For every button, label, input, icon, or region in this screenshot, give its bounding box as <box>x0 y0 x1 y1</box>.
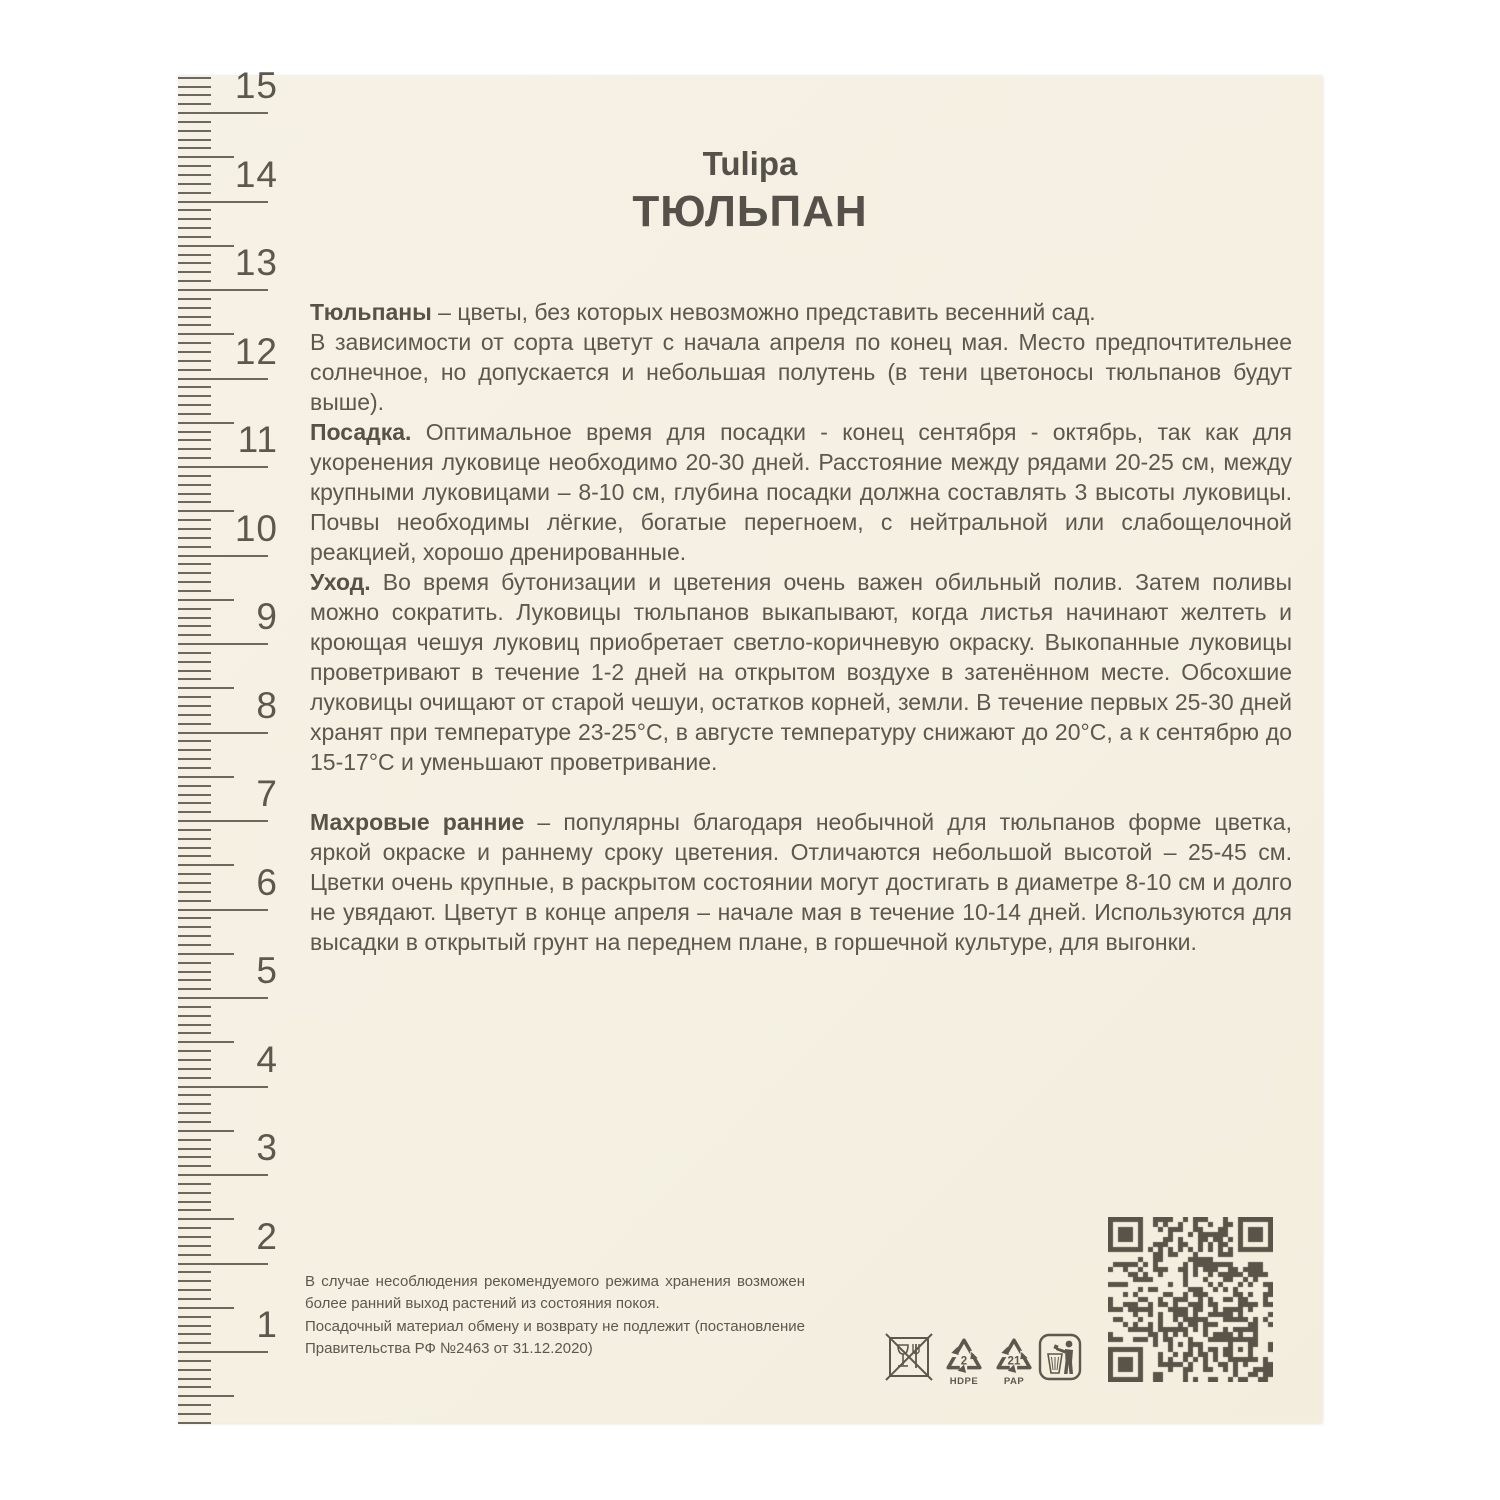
ruler-cm-line <box>178 378 268 380</box>
ruler-number-13: 13 <box>234 242 278 283</box>
storage-notice: В случае несоблюдения рекомендуемого режима хранения возможен более ранний выход растений из состояния покоя. <box>305 1273 805 1313</box>
ruler-tick <box>178 121 211 123</box>
ruler-cm-line <box>178 555 268 557</box>
ruler-tick <box>178 749 211 751</box>
ruler-cm-line <box>178 1263 268 1265</box>
ruler-cm-line <box>178 466 268 468</box>
tidyman-icon <box>1038 1333 1082 1381</box>
ruler-tick <box>178 1369 211 1371</box>
ruler-tick <box>178 829 211 831</box>
pap-recycling-icon <box>992 1335 1036 1375</box>
ruler-number-10: 10 <box>234 507 278 549</box>
hdpe-recycling-icon <box>942 1335 986 1375</box>
ruler-tick <box>178 501 211 503</box>
ruler-tick <box>178 386 211 388</box>
planting-lead: Посадка. <box>310 419 412 445</box>
ruler-number-12: 12 <box>234 330 278 372</box>
ruler-tick <box>178 917 211 919</box>
intro-line: Тюльпаны – цветы, без которых невозможно представить весенний сад. <box>310 299 1096 325</box>
ruler-cm-line <box>178 289 268 291</box>
ruler-tick <box>178 572 211 574</box>
hdpe-label: HDPE <box>949 1376 979 1387</box>
ruler-tick <box>178 563 211 565</box>
no-food-contact-icon <box>883 1331 935 1383</box>
ruler-tick <box>178 926 211 928</box>
ruler-cm-line <box>178 1086 268 1088</box>
ruler-tick <box>178 758 211 760</box>
ruler-tick <box>178 130 211 132</box>
seed-packet-back <box>178 65 1322 1423</box>
pap-code: 21 <box>1007 1355 1021 1368</box>
ruler-tick <box>178 1103 211 1105</box>
ruler-number-14: 14 <box>234 153 278 195</box>
ruler-number-4: 4 <box>256 1038 278 1080</box>
ruler-number-11: 11 <box>237 419 278 460</box>
qr-code <box>1108 1217 1273 1382</box>
ruler-cm-line <box>178 997 268 999</box>
ruler-tick <box>178 1183 211 1185</box>
ruler-cm-line <box>178 1174 268 1176</box>
care-paragraph: Уход. Во время бутонизации и цветения очень важен обильный полив. Затем поливы можно сократить. Луковицы тюльпанов выкапывают, когда листья начинают желтеть и кроющая чешуя луковиц приобретает светло-коричневую окраску. Выкопанные луковицы проветривают в течение 1-2 дней на открытом воздухе в затенённом месте. Обсохшие луковицы очищают от старой чешуи, остатков корней, земли. В течение первых 25-30 дней хранят при температуре 23-25°С, в августе температуру снижают до 20°С, а к сентябрю до 15-17°С и уменьшают проветривание. <box>310 569 1292 775</box>
ruler-tick <box>178 324 211 326</box>
ruler-tick <box>178 1032 211 1034</box>
ruler-tick <box>178 307 211 309</box>
ruler-tick <box>178 944 211 946</box>
ruler-tick <box>178 1209 211 1211</box>
ruler-number-8: 8 <box>256 684 278 726</box>
ruler-tick <box>178 1404 211 1406</box>
intro-lead: Тюльпаны <box>310 299 432 325</box>
ruler-cm-line <box>178 820 268 822</box>
ruler-tick <box>178 847 211 849</box>
ruler-number-15: 15 <box>234 65 278 106</box>
returns-notice: Посадочный материал обмену и возврату не подлежит (постановление Правительства РФ №2463 от 31.12.2020) <box>305 1317 805 1358</box>
ruler-tick <box>178 935 211 937</box>
ruler-number-1: 1 <box>256 1304 278 1345</box>
ruler-tick <box>178 1006 211 1008</box>
description-text <box>310 297 1292 957</box>
care-lead: Уход. <box>310 569 371 595</box>
ruler-tick <box>178 404 211 406</box>
ruler-tick <box>178 1015 211 1017</box>
ruler-tick <box>178 1271 211 1273</box>
ruler-tick <box>178 767 211 769</box>
ruler-tick <box>178 1422 211 1424</box>
ruler-tick <box>178 1360 211 1362</box>
ruler-tick <box>178 838 211 840</box>
ruler-tick <box>178 1378 211 1380</box>
ruler-number-3: 3 <box>256 1127 278 1168</box>
ruler-tick <box>178 581 211 583</box>
ruler-tick <box>178 652 211 654</box>
ruler-tick <box>178 1413 211 1415</box>
ruler-cm-line <box>178 909 268 911</box>
plant-latin-name: Tulipa <box>702 145 798 182</box>
ruler-number-7: 7 <box>256 773 278 814</box>
ruler-tick <box>178 1298 211 1300</box>
ruler-cm-line <box>178 643 268 645</box>
ruler-tick <box>178 484 211 486</box>
ruler-tick <box>178 1094 211 1096</box>
plant-name-title: ТЮЛЬПАН <box>632 187 868 236</box>
ruler-tick <box>178 670 211 672</box>
ruler-tick <box>178 1201 211 1203</box>
hdpe-code: 2 <box>960 1355 968 1368</box>
ruler-cm-line <box>178 732 268 734</box>
ruler-tick <box>178 413 211 415</box>
ruler-tick <box>178 493 211 495</box>
ruler-tick <box>178 316 211 318</box>
ruler-tick <box>178 395 211 397</box>
ruler-tick <box>178 855 211 857</box>
ruler-tick <box>178 590 211 592</box>
ruler-cm-line <box>178 1351 268 1353</box>
planting-paragraph: Посадка. Оптимальное время для посадки - конец сентября - октябрь, так как для укоренения луковице необходимо 20-30 дней. Расстояние между рядами 20-25 см, между крупными луковицами – 8-10 см, глубина посадки должна составлять 3 высоты луковицы. Почвы необходимы лёгкие, богатые перегноем, с нейтральной или слабощелочной реакцией, хорошо дренированные. <box>310 419 1292 565</box>
ruler-number-5: 5 <box>256 950 278 991</box>
ruler-number-9: 9 <box>256 596 278 637</box>
ruler-tick <box>178 1112 211 1114</box>
ruler-tick <box>178 475 211 477</box>
ruler-tick <box>178 139 211 141</box>
ruler-tick <box>178 1024 211 1026</box>
ruler-tick <box>178 661 211 663</box>
ruler-tick <box>178 1395 234 1397</box>
ruler-tick <box>178 678 211 680</box>
ruler-number-6: 6 <box>256 861 278 903</box>
ruler-cm-line <box>178 112 268 114</box>
ruler-tick <box>178 1192 211 1194</box>
ruler-tick <box>178 298 211 300</box>
ruler-tick <box>178 1121 211 1123</box>
ruler-tick <box>178 740 211 742</box>
variety-lead: Махровые ранние <box>310 809 525 835</box>
ruler-tick <box>178 1386 211 1388</box>
legal-notice <box>305 1271 805 1361</box>
ruler-tick <box>178 1280 211 1282</box>
intro-paragraph: В зависимости от сорта цветут с начала апреля по конец мая. Место предпочтительнее солнечное, но допускается и небольшая полутень (в тени цветоносы тюльпанов будут выше). <box>310 329 1292 415</box>
variety-paragraph: Махровые ранние – популярны благодаря необычной для тюльпанов форме цветка, яркой окраске и раннему сроку цветения. Отличаются небольшой высотой – 25-45 см. Цветки очень крупные, в раскрытом состоянии могут достигать в диаметре 8-10 см и долго не увядают. Цветут в конце апреля – начале мая в течение 10-14 дней. Используются для высадки в открытый грунт на переднем плане, в горшечной культуре, для выгонки. <box>310 809 1292 955</box>
ruler-tick <box>178 1289 211 1291</box>
ruler-number-2: 2 <box>256 1215 278 1257</box>
pap-label: PAP <box>1003 1376 1025 1387</box>
